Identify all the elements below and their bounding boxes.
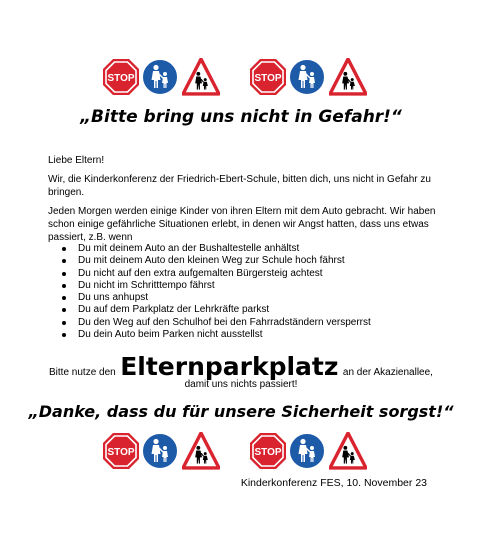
parking-highlight: Elternparkplatz [120, 352, 339, 381]
pedestrian-path-sign-icon [142, 59, 178, 95]
children-warning-sign-icon [329, 432, 367, 470]
top-sign-group-right [250, 58, 367, 96]
list-item: Du auf dem Parkplatz der Lehrkräfte parkst [48, 304, 371, 316]
list-item: Du nicht im Schritttempo fährst [48, 280, 371, 292]
list-item: Du den Weg auf den Schulhof bei den Fahrradständern versperrst [48, 317, 371, 329]
svg-text:STOP: STOP [254, 73, 282, 84]
stop-sign-icon [250, 433, 286, 469]
pedestrian-path-sign-icon [289, 433, 325, 469]
bottom-sign-group-right [250, 432, 367, 470]
children-warning-sign-icon [182, 432, 220, 470]
list-item: Du uns anhupst [48, 292, 371, 304]
top-sign-group-left [103, 58, 220, 96]
list-item: Du nicht auf den extra aufgemalten Bürgersteig achtest [48, 268, 371, 280]
intro-paragraph: Wir, die Kinderkonferenz der Friedrich-Ebert-Schule, bitten dich, uns nicht in Gefahr zu bringen. [48, 174, 431, 198]
pedestrian-path-sign-icon [142, 433, 178, 469]
signature: Kinderkonferenz FES, 10. November 23 [240, 477, 427, 489]
stop-sign-icon [250, 59, 286, 95]
stop-sign-icon [103, 59, 139, 95]
parking-text-after: an der Akazienallee, [342, 367, 433, 378]
children-warning-sign-icon [329, 58, 367, 96]
bottom-sign-group-left [103, 432, 220, 470]
children-warning-sign-icon [182, 58, 220, 96]
greeting: Liebe Eltern! [48, 155, 105, 166]
list-item: Du dein Auto beim Parken nicht ausstellst [48, 329, 371, 341]
svg-text:STOP: STOP [254, 447, 282, 458]
parking-text-before: Bitte nutze den [49, 367, 116, 378]
list-item: Du mit deinem Auto an der Bushaltestelle anhältst [48, 243, 371, 255]
stop-sign-icon [103, 433, 139, 469]
pedestrian-path-sign-icon [289, 59, 325, 95]
headline: „Bitte bring uns nicht in Gefahr!“ [80, 107, 402, 127]
thanks-headline: „Danke, dass du für unsere Sicherheit sorgst!“ [28, 402, 454, 421]
parking-line2: damit uns nichts passiert! [184, 379, 298, 390]
danger-list [48, 243, 371, 341]
list-item: Du mit deinem Auto den kleinen Weg zur Schule hoch fährst [48, 255, 371, 267]
situation-paragraph: Jeden Morgen werden einige Kinder von ihren Eltern mit dem Auto gebracht. Wir haben schon einige gefährliche Situationen erlebt, in denen wir Angst hatten, dass uns etwas passiert, z.B. wenn [48, 206, 436, 243]
svg-text:STOP: STOP [107, 73, 135, 84]
svg-text:STOP: STOP [107, 447, 135, 458]
parking-request [0, 352, 482, 381]
